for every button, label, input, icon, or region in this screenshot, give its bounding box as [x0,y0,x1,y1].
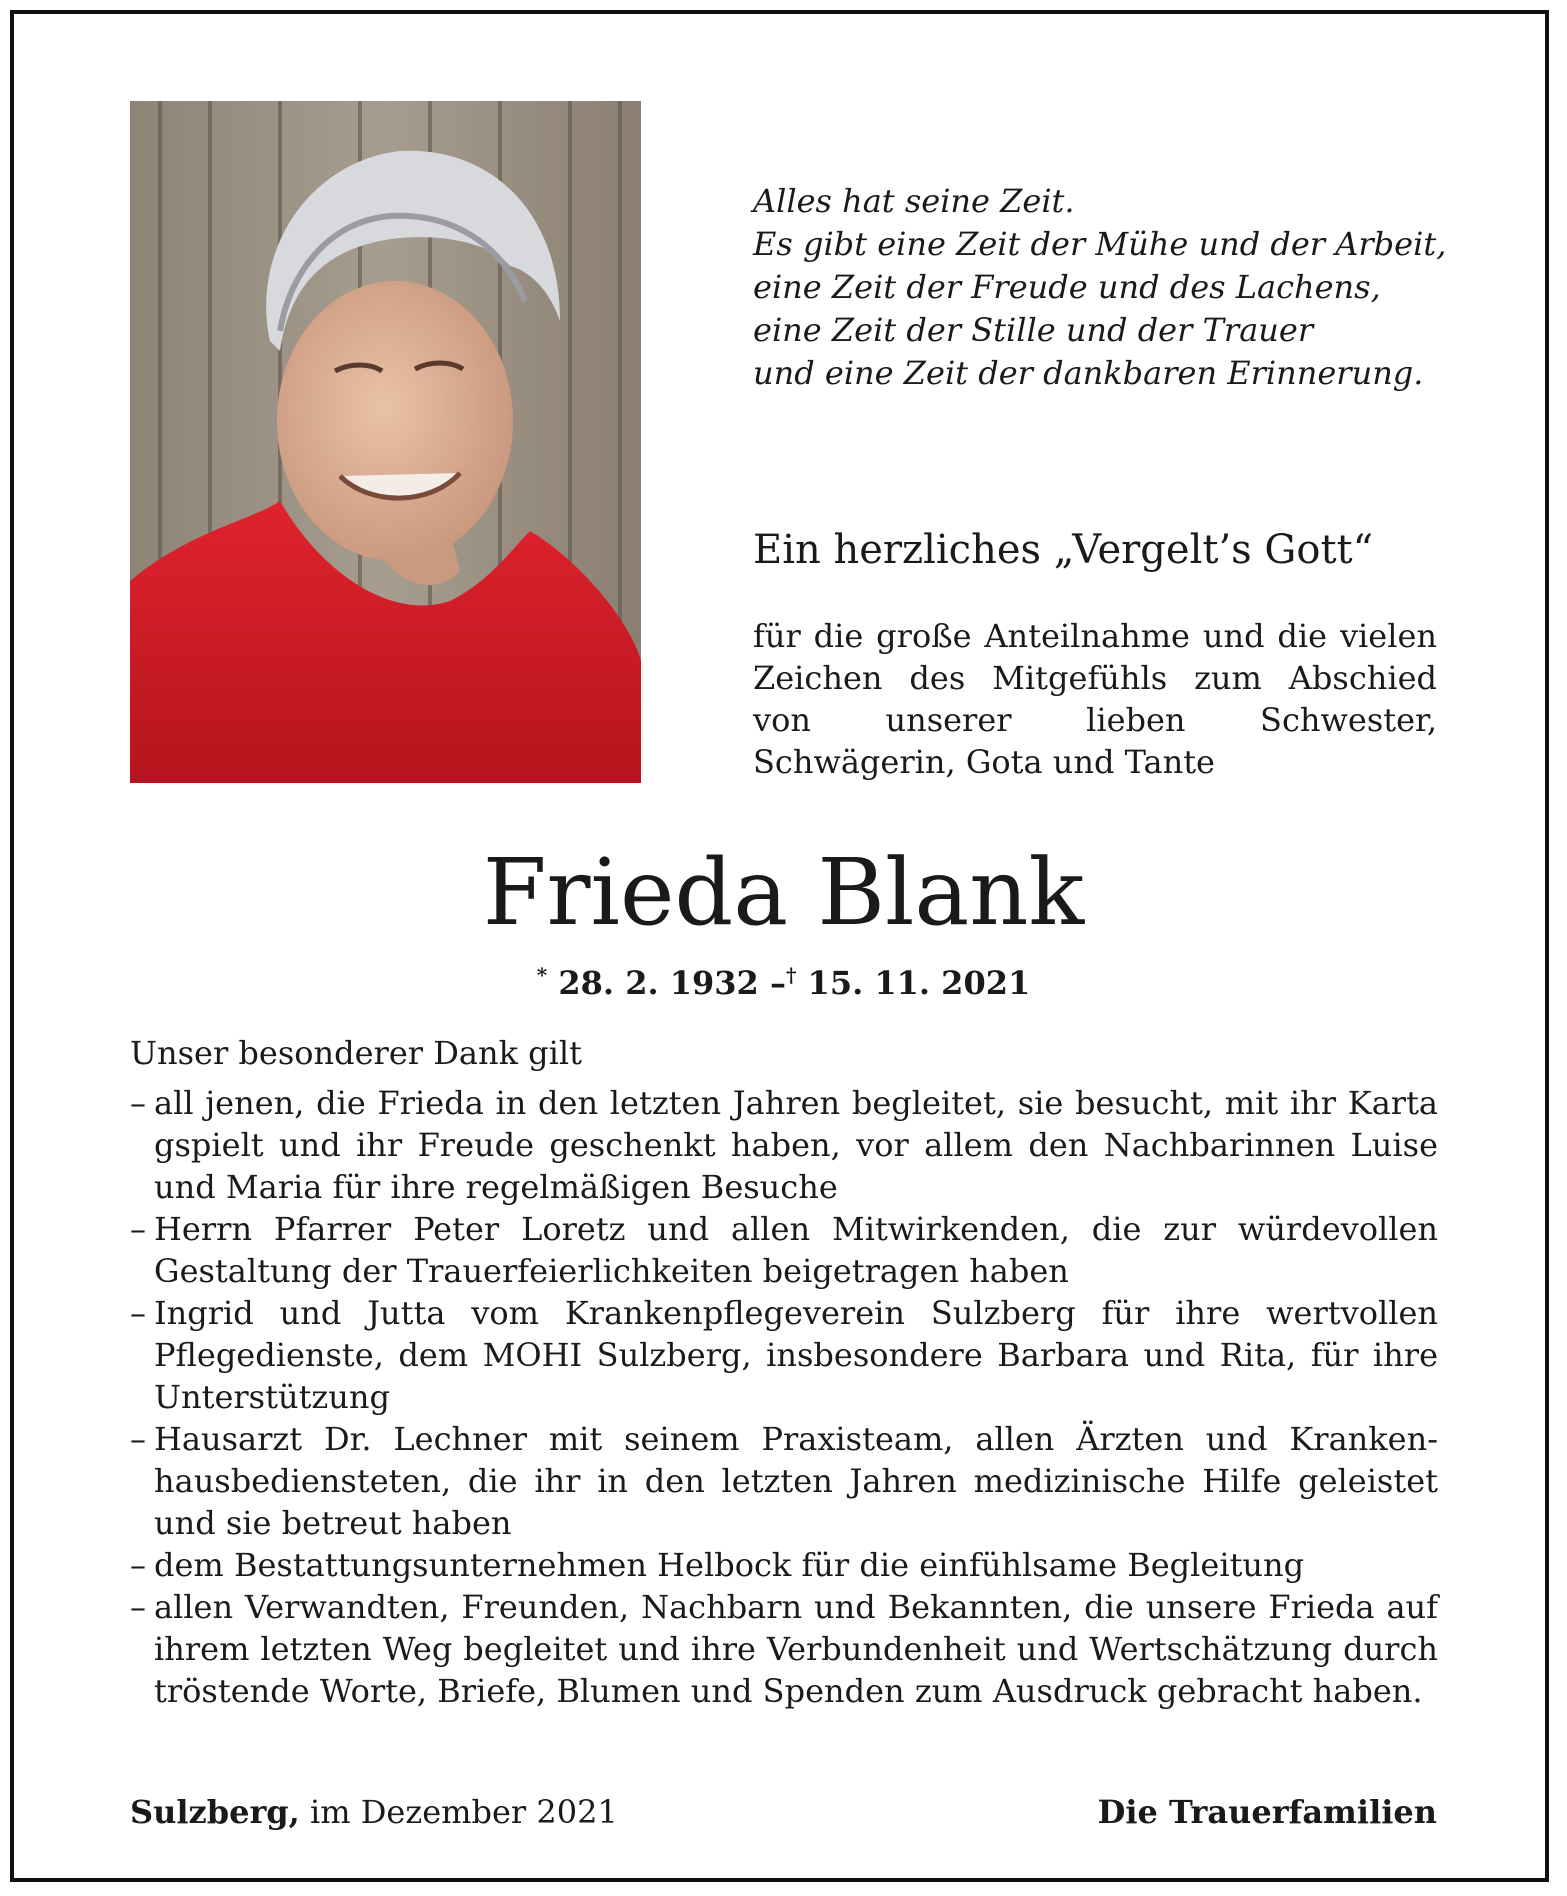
dash: – [130,1420,146,1458]
dash: – [130,1294,146,1332]
thanks-heading: Ein herzliches „Vergelt’s Gott“ [753,527,1374,573]
poem [753,180,1453,395]
poem-line: eine Zeit der Stille und der Trauer [753,311,1314,349]
poem-line: eine Zeit der Freude und des Lachens, [753,268,1381,306]
list-item-text: Ingrid und Jutta vom Krankenpflegeverein Sulzberg für ihre wertvollen Pflegedienste, dem MOHI Sulzberg, insbesondere Barbara und Rita, für ihre Unterstützung [154,1294,1438,1416]
list-item [130,1082,1438,1208]
footer-date: im Dezember 2021 [309,1793,618,1831]
poem-line: Alles hat seine Zeit. [753,182,1075,220]
list-item-text: Hausarzt Dr. Lechner mit seinem Praxisteam, allen Ärzten und Krankenhausbediensteten, die ihr in den letzten Jahren medizinische Hilfe geleistet und sie betreut haben [154,1420,1438,1542]
dank-list [130,1082,1438,1712]
dash: – [130,1546,146,1584]
portrait-photo [130,101,641,783]
portrait-illustration [130,101,641,783]
deceased-name: Frieda Blank [482,839,1085,946]
birth-symbol: * [536,963,548,987]
list-item [130,1544,1438,1586]
dash: – [130,1084,146,1122]
date-separator: – [769,964,786,1002]
list-item [130,1418,1438,1544]
footer-signature: Die Trauerfamilien [1097,1793,1437,1831]
list-item [130,1208,1438,1292]
footer-place-date [130,1790,618,1834]
list-item-text: all jenen, die Frieda in den letzten Jahren begleitet, sie besucht, mit ihr Karta gspielt und ihr Freude geschenkt haben, vor allem den Nachbarinnen Luise und Maria für ihre regelmäßigen Besuche [154,1084,1438,1206]
list-item-text: dem Bestattungsunternehmen Helbock für die einfühlsame Begleitung [154,1546,1305,1584]
list-item-text: allen Verwandten, Freunden, Nachbarn und Bekannten, die unsere Frieda auf ihrem letzten Weg begleitet und ihre Verbundenheit und Wertschätzung durch tröstende Worte, Briefe, Blumen und Spenden zum Ausdruck gebracht haben. [154,1588,1438,1710]
life-dates [0,950,1567,1008]
poem-line: Es gibt eine Zeit der Mühe und der Arbeit, [753,225,1447,263]
birth-date: 28. 2. 1932 [558,964,759,1002]
thanks-text: für die große Anteilnahme und die vielen Zeichen des Mitgefühls zum Abschied von unserer lieben Schwester, Schwägerin, Gota und Tante [753,617,1437,781]
dash: – [130,1210,146,1248]
list-item [130,1586,1438,1712]
list-item [130,1292,1438,1418]
poem-line: und eine Zeit der dankbaren Erinnerung. [753,354,1424,392]
footer-place: Sulzberg, [130,1793,300,1831]
list-item-text: Herrn Pfarrer Peter Loretz und allen Mitwirkenden, die zur würdevollen Gestaltung der Trauerfeierlichkeiten beigetragen haben [154,1210,1438,1290]
death-date: 15. 11. 2021 [807,964,1031,1002]
dank-intro: Unser besonderer Dank gilt [130,1034,582,1072]
death-symbol: † [785,963,797,987]
dash: – [130,1588,146,1626]
